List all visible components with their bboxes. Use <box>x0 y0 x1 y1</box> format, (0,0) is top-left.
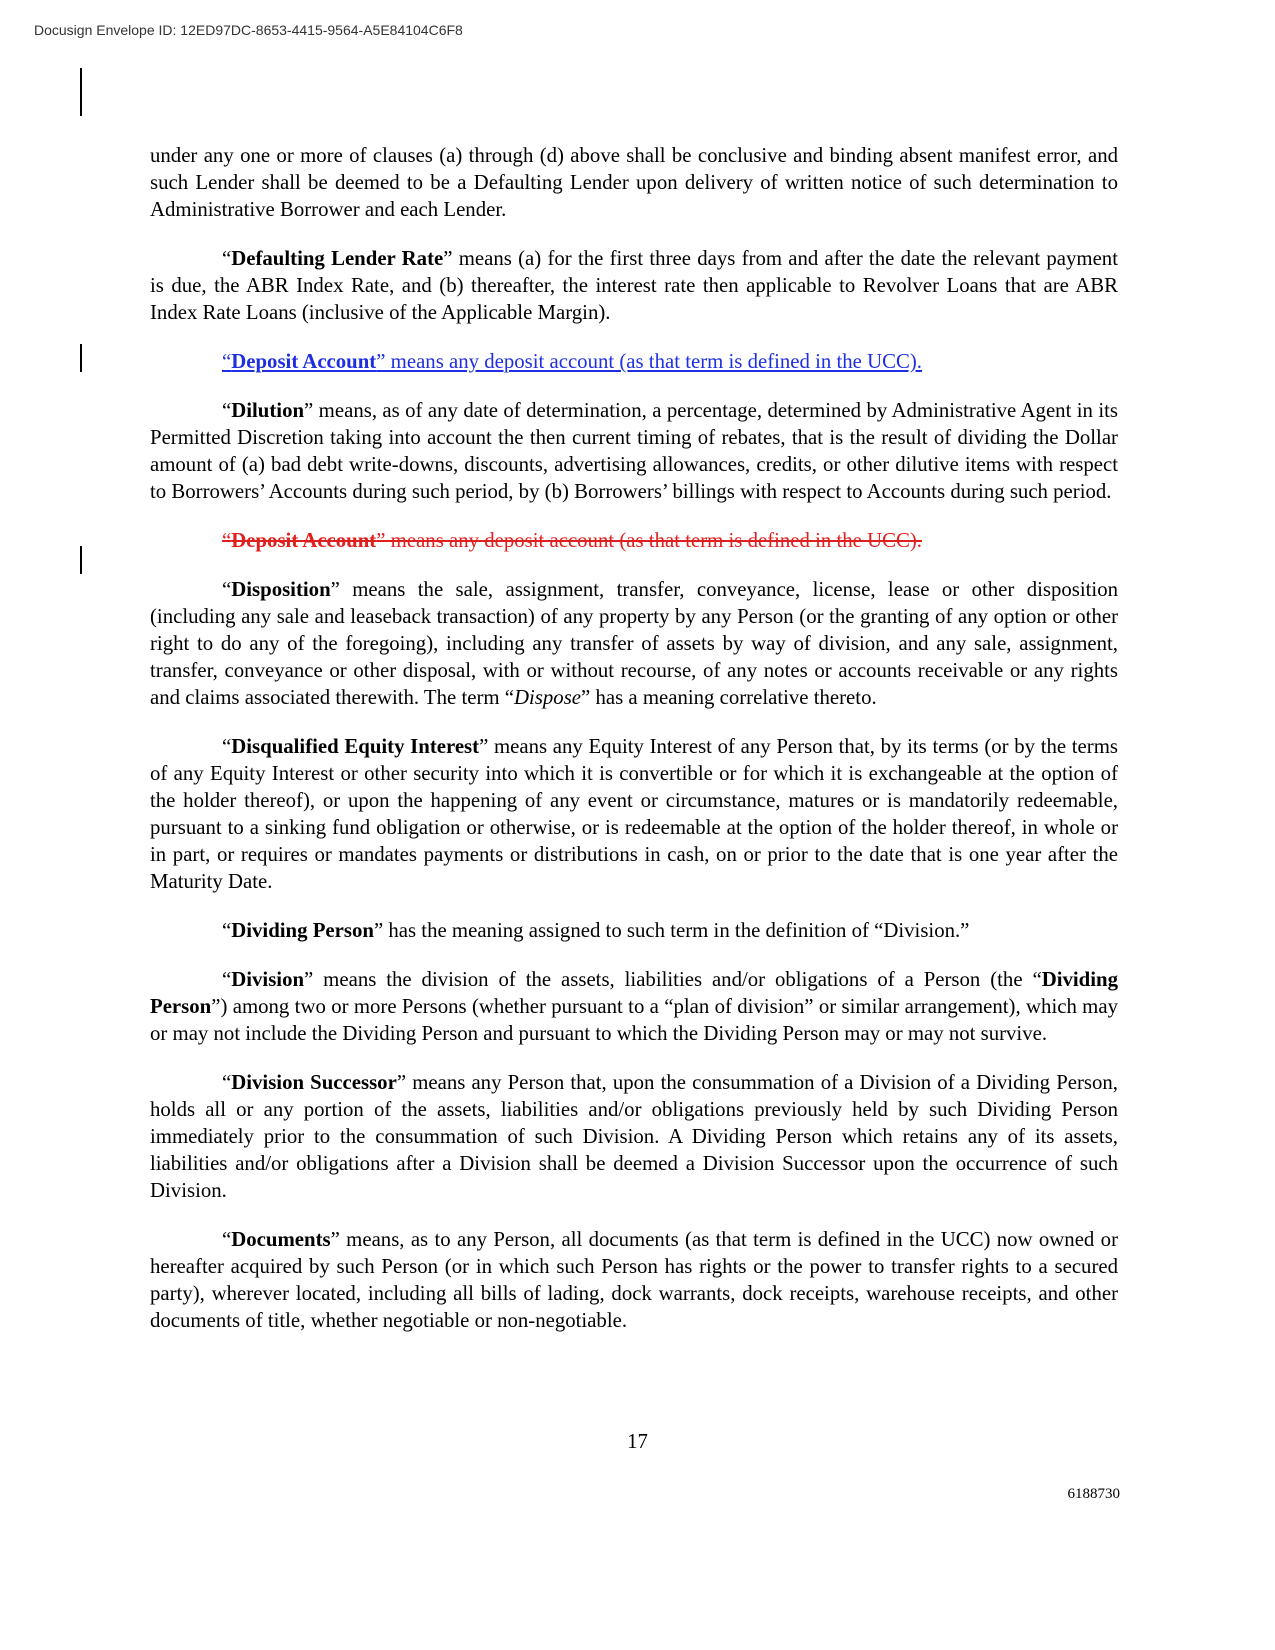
change-bar-deletion <box>80 546 82 574</box>
definition-text: ” means any Person that, upon the consummation of a Division of a Dividing Person, holds all or any portion of the assets, liabilities and/or obligations previously held by such Dividing Person immediately prior to the consummation of such Division. A Dividing Person which retains any of its assets, liabilities and/or obligations after a Division shall be deemed a Division Successor upon the occurrence of such Division. <box>150 1071 1119 1202</box>
document-number: 6188730 <box>1067 1486 1120 1502</box>
definition-text: ” has the meaning assigned to such term in the definition of “Division.” <box>373 919 970 942</box>
definition-disqualified-equity-interest: “Disqualified Equity Interest” means any Equity Interest of any Person that, by its terms (or by the terms of any Equity Interest or other security into which it is convertible or for which it is exchangeable at the option of the holder thereof), or upon the happening of any event or circumstance, matures or is mandatorily redeemable, pursuant to a sinking fund obligation or otherwise, or is redeemable at the option of the holder thereof, in whole or in part, or requires or mandates payments or distributions in cash, on or prior to the date that is one year after the Maturity Date. <box>150 735 1118 893</box>
definition-dilution: “Dilution” means, as of any date of determination, a percentage, determined by Administrative Agent in its Permitted Discretion taking into account the then current timing of rebates, that is the result of dividing the Dollar amount of (a) bad debt write-downs, discounts, advertising allowances, credits, or other dilutive items with respect to Borrowers’ Accounts during such period, by (b) Borrowers’ billings with respect to Accounts during such period. <box>150 399 1118 503</box>
definition-documents: “Documents” means, as to any Person, all documents (as that term is defined in the UCC) now owned or hereafter acquired by such Person (or in which such Person has rights or the power to transfer rights to a secured party), wherever located, including all bills of lading, dock warrants, dock receipts, warehouse receipts, and other documents of title, whether negotiable or non-negotiable. <box>150 1228 1118 1332</box>
defined-term: Division Successor <box>231 1071 397 1094</box>
defined-term: Disposition <box>231 578 331 601</box>
page-body <box>150 142 1118 1356</box>
defined-term: Documents <box>231 1228 331 1251</box>
definition-defaulting-lender-rate: “Defaulting Lender Rate” means (a) for the first three days from and after the date the relevant payment is due, the ABR Index Rate, and (b) thereafter, the interest rate then applicable to Revolver Loans that are ABR Index Rate Loans (inclusive of the Applicable Margin). <box>150 247 1118 324</box>
inner-defined-term: Dividing Person <box>150 968 1118 1018</box>
definition-text: ” means, as to any Person, all documents (as that term is defined in the UCC) now owned or hereafter acquired by such Person (or in which such Person has rights or the power to transfer rights to a secured party), wherever located, including all bills of lading, dock warrants, dock receipts, warehouse receipts, and other documents of title, whether negotiable or non-negotiable. <box>150 1228 1118 1332</box>
page-number: 17 <box>627 1430 648 1453</box>
definition-division-successor: “Division Successor” means any Person that, upon the consummation of a Division of a Dividing Person, holds all or any portion of the assets, liabilities and/or obligations previously held by such Dividing Person immediately prior to the consummation of such Division. A Dividing Person which retains any of its assets, liabilities and/or obligations after a Division shall be deemed a Division Successor upon the occurrence of such Division. <box>150 1071 1119 1202</box>
defined-term: Deposit Account <box>231 529 377 552</box>
definition-text: ” means the sale, assignment, transfer, conveyance, license, lease or other disposition (including any sale and leaseback transaction) of any property by any Person (or the granting of any option or other right to do any of the foregoing), including any transfer of assets by way of division, and any sale, assignment, transfer, conveyance or other disposal, with or without recourse, of any notes or accounts receivable or any rights and claims associated therewith. The term “ <box>150 578 1118 709</box>
defined-term: Division <box>231 968 305 991</box>
defined-term: Defaulting Lender Rate <box>231 247 444 270</box>
docusign-envelope-id: Docusign Envelope ID: 12ED97DC-8653-4415-9564-A5E84104C6F8 <box>34 22 463 38</box>
defined-term: Dilution <box>231 399 305 422</box>
definition-text: ” means the division of the assets, liabilities and/or obligations of a Person (the “ <box>304 968 1042 991</box>
change-bar <box>80 68 82 116</box>
definition-disposition: “Disposition” means the sale, assignment, transfer, conveyance, license, lease or other disposition (including any sale and leaseback transaction) of any property by any Person (or the granting of any option or other right to do any of the foregoing), including any transfer of assets by way of division, and any sale, assignment, transfer, conveyance or other disposal, with or without recourse, of any notes or accounts receivable or any rights and claims associated therewith. The term “Dispose” has a meaning correlative thereto. <box>150 578 1118 709</box>
definition-text: ” means, as of any date of determination, a percentage, determined by Administrative Agent in its Permitted Discretion taking into account the then current timing of rebates, that is the result of dividing the Dollar amount of (a) bad debt write-downs, discounts, advertising allowances, credits, or other dilutive items with respect to Borrowers’ Accounts during such period, by (b) Borrowers’ billings with respect to Accounts during such period. <box>150 399 1118 503</box>
defined-term: Dividing Person <box>231 919 374 942</box>
definition-text: ” means any deposit account (as that term is defined in the UCC). <box>376 350 923 373</box>
definition-deposit-account-inserted: “Deposit Account” means any deposit account (as that term is defined in the UCC). <box>222 350 923 373</box>
continuation-paragraph: under any one or more of clauses (a) through (d) above shall be conclusive and binding absent manifest error, and such Lender shall be deemed to be a Defaulting Lender upon delivery of written notice of such determination to Administrative Borrower and each Lender. <box>150 144 1118 221</box>
definition-text-continued: ”) among two or more Persons (whether pursuant to a “plan of division” or similar arrangement), which may or may not include the Dividing Person and pursuant to which the Dividing Person may or may not survive. <box>150 995 1118 1045</box>
defined-term: Disqualified Equity Interest <box>231 735 480 758</box>
definition-text: ” means (a) for the first three days from and after the date the relevant payment is due, the ABR Index Rate, and (b) thereafter, the interest rate then applicable to Revolver Loans that are ABR Index Rate Loans (inclusive of the Applicable Margin). <box>150 247 1118 324</box>
definition-tail: ” has a meaning correlative thereto. <box>581 686 877 709</box>
defined-term: Deposit Account <box>231 350 377 373</box>
definition-text: ” means any deposit account (as that term is defined in the UCC). <box>376 529 923 552</box>
definition-dividing-person: “Dividing Person” has the meaning assigned to such term in the definition of “Division.” <box>222 919 970 942</box>
definition-text: ” means any Equity Interest of any Person that, by its terms (or by the terms of any Equity Interest or other security into which it is convertible or for which it is exchangeable at the option of the holder thereof), or upon the happening of any event or circumstance, matures or is mandatorily redeemable, pursuant to a sinking fund obligation or otherwise, or is redeemable at the option of the holder thereof, in whole or in part, or requires or mandates payments or distributions in cash, on or prior to the date that is one year after the Maturity Date. <box>150 735 1118 893</box>
change-bar-insertion <box>80 344 82 372</box>
italic-term: Dispose <box>514 686 582 709</box>
definition-deposit-account-deleted: “Deposit Account” means any deposit account (as that term is defined in the UCC). <box>222 529 923 552</box>
definition-division: “Division” means the division of the assets, liabilities and/or obligations of a Person (the “Dividing Person”) among two or more Persons (whether pursuant to a “plan of division” or similar arrangement), which may or may not include the Dividing Person and pursuant to which the Dividing Person may or may not survive. <box>150 968 1118 1045</box>
